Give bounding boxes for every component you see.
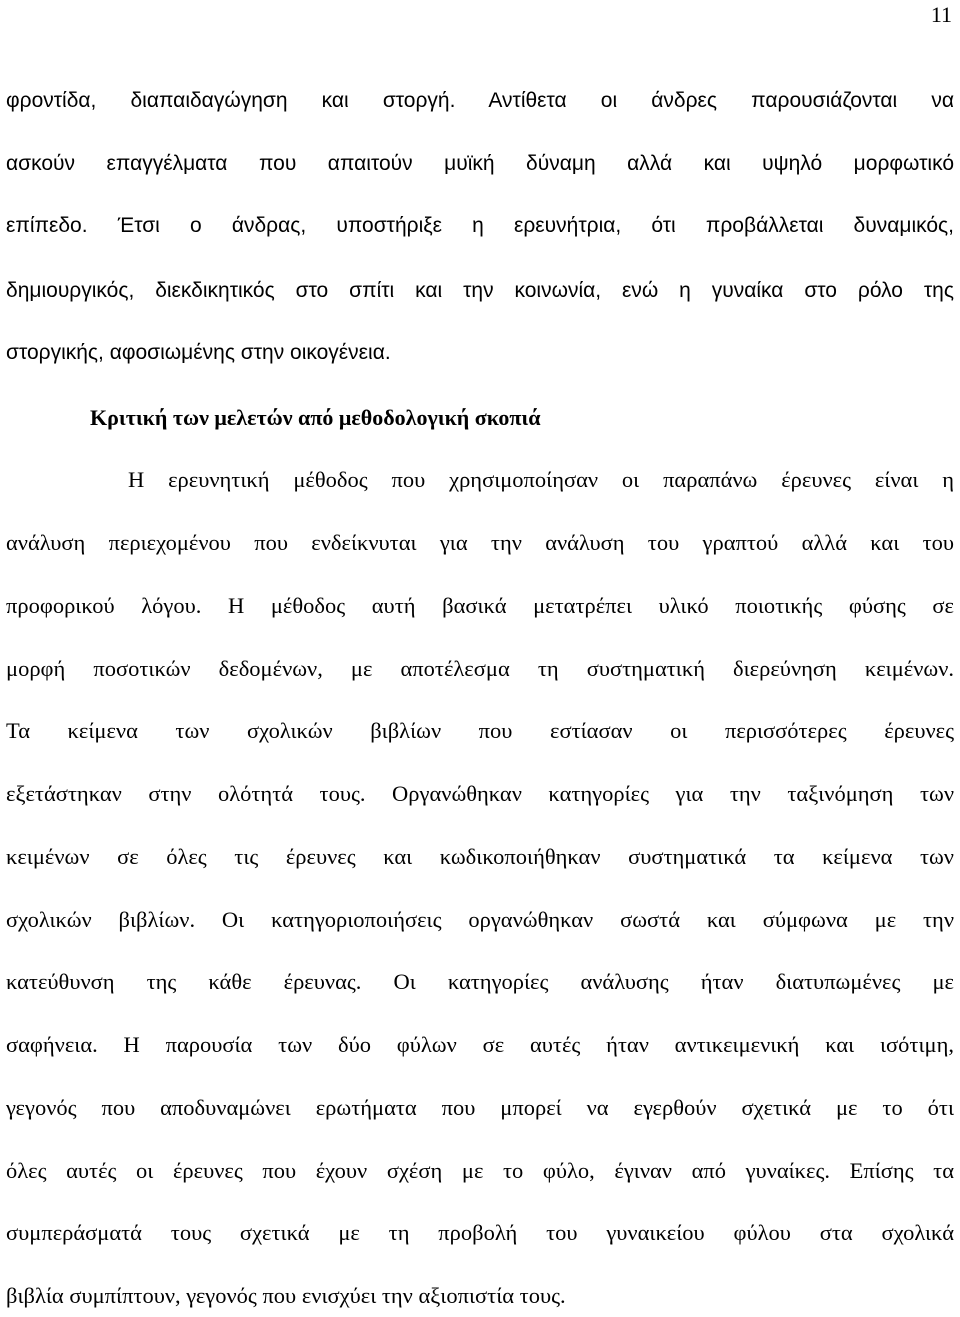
paragraph-2-line: συμπεράσματά τους σχετικά με τη προβολή του γυναικείου φύλου στα σχολικά [6, 1220, 954, 1245]
paragraph-1-line: φροντίδα, διαπαιδαγώγηση και στοργή. Αντίθετα οι άνδρες παρουσιάζονται να [6, 89, 954, 112]
paragraph-2-line: Τα κείμενα των σχολικών βιβλίων που εστίασαν οι περισσότερες έρευνες [6, 718, 954, 743]
page-number: 11 [930, 2, 952, 27]
paragraph-2-line: βιβλία συμπίπτουν, γεγονός που ενισχύει την αξιοπιστία τους. [6, 1283, 566, 1308]
paragraph-1-line: δημιουργικός, διεκδικητικός στο σπίτι και την κοινωνία, ενώ η γυναίκα στο ρόλο της [6, 279, 954, 302]
paragraph-2-line: κειμένων σε όλες τις έρευνες και κωδικοποιήθηκαν συστηματικά τα κείμενα των [6, 844, 954, 869]
paragraph-2-line: εξετάστηκαν στην ολότητά τους. Οργανώθηκαν κατηγορίες για την ταξινόμηση των [6, 781, 954, 806]
paragraph-2-line: σχολικών βιβλίων. Οι κατηγοριοποιήσεις οργανώθηκαν σωστά και σύμφωνα με την [6, 907, 954, 932]
paragraph-1-line: ασκούν επαγγέλματα που απαιτούν μυϊκή δύναμη αλλά και υψηλό μορφωτικό [6, 152, 954, 175]
paragraph-2-line: προφορικού λόγου. Η μέθοδος αυτή βασικά μετατρέπει υλικό ποιοτικής φύσης σε [6, 593, 954, 618]
paragraph-2-line: γεγονός που αποδυναμώνει ερωτήματα που μπορεί να εγερθούν σχετικά με το ότι [6, 1095, 954, 1120]
paragraph-2-line: ανάλυση περιεχομένου που ενδείκνυται για την ανάλυση του γραπτού αλλά και του [6, 530, 954, 555]
section-heading: Κριτική των μελετών από μεθοδολογική σκοπιά [90, 405, 541, 430]
paragraph-2-line: Η ερευνητική μέθοδος που χρησιμοποίησαν οι παραπάνω έρευνες είναι η [128, 467, 954, 492]
paragraph-2-line: σαφήνεια. Η παρουσία των δύο φύλων σε αυτές ήταν αντικειμενική και ισότιμη, [6, 1032, 954, 1057]
paragraph-2-line: κατεύθυνση της κάθε έρευνας. Οι κατηγορίες ανάλυσης ήταν διατυπωμένες με [6, 969, 954, 994]
paragraph-1-line: στοργικής, αφοσιωμένης στην οικογένεια. [6, 341, 391, 364]
paragraph-2-line: μορφή ποσοτικών δεδομένων, με αποτέλεσμα τη συστηματική διερεύνηση κειμένων. [6, 656, 954, 681]
paragraph-2-line: όλες αυτές οι έρευνες που έχουν σχέση με το φύλο, έγιναν από γυναίκες. Επίσης τα [6, 1158, 954, 1183]
paragraph-1-line: επίπεδο. Έτσι ο άνδρας, υποστήριξε η ερευνήτρια, ότι προβάλλεται δυναμικός, [6, 214, 954, 237]
